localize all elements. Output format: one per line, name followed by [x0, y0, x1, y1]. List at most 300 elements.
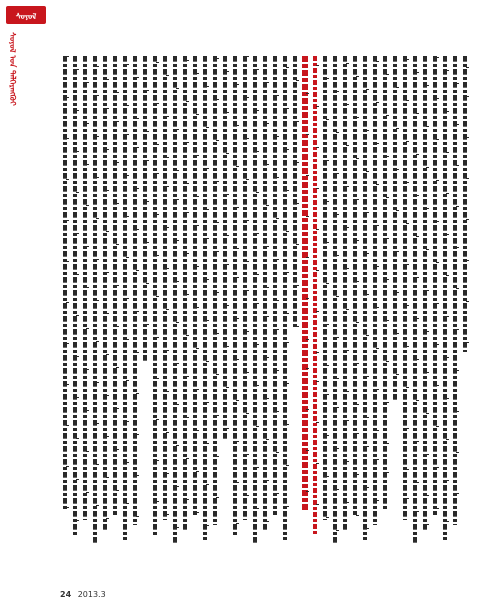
- script-tick: [66, 384, 69, 385]
- script-tick: [86, 410, 89, 411]
- script-tick: [306, 216, 309, 217]
- script-tick: [356, 404, 359, 405]
- script-tick: [236, 318, 239, 319]
- script-tick: [236, 248, 239, 249]
- script-tick: [146, 90, 149, 91]
- script-tick: [366, 294, 369, 295]
- script-tick: [246, 372, 249, 373]
- script-tick: [106, 436, 109, 437]
- script-tick: [416, 113, 419, 114]
- script-tick: [466, 67, 469, 68]
- script-tick: [426, 331, 429, 332]
- script-tick: [436, 98, 439, 99]
- script-tick: [66, 425, 69, 426]
- script-tick: [76, 151, 79, 152]
- script-stroke: [233, 56, 237, 535]
- script-tick: [136, 475, 139, 476]
- script-tick: [326, 283, 329, 284]
- script-tick: [76, 192, 79, 193]
- script-tick: [146, 201, 149, 202]
- script-tick: [276, 218, 279, 219]
- script-tick: [166, 350, 169, 351]
- script-tick: [146, 242, 149, 243]
- script-tick: [206, 525, 209, 526]
- script-stroke: [263, 56, 267, 530]
- script-tick: [286, 506, 289, 507]
- script-tick: [326, 160, 329, 161]
- script-tick: [86, 205, 89, 206]
- script-tick: [186, 142, 189, 143]
- script-tick: [296, 203, 299, 204]
- text-line: [430, 56, 440, 550]
- script-tick: [406, 469, 409, 470]
- script-tick: [356, 433, 359, 434]
- script-tick: [226, 428, 229, 429]
- script-tick: [336, 530, 339, 531]
- script-tick: [136, 516, 139, 517]
- script-tick: [106, 79, 109, 80]
- script-tick: [416, 195, 419, 196]
- text-line: [350, 56, 360, 550]
- script-tick: [296, 285, 299, 286]
- script-tick: [216, 58, 219, 59]
- text-line: [460, 56, 470, 550]
- text-line: [100, 56, 110, 550]
- script-tick: [386, 279, 389, 280]
- script-tick: [356, 117, 359, 118]
- script-tick: [226, 235, 229, 236]
- script-tick: [66, 261, 69, 262]
- script-tick: [106, 108, 109, 109]
- script-tick: [196, 389, 199, 390]
- script-tick: [236, 277, 239, 278]
- script-tick: [386, 320, 389, 321]
- script-stroke: [403, 56, 407, 520]
- script-tick: [436, 344, 439, 345]
- script-tick: [196, 512, 199, 513]
- script-tick: [136, 118, 139, 119]
- script-tick: [336, 255, 339, 256]
- script-stroke: [73, 56, 77, 535]
- script-tick: [186, 60, 189, 61]
- script-tick: [106, 231, 109, 232]
- script-tick: [126, 134, 129, 135]
- script-tick: [336, 407, 339, 408]
- script-tick: [266, 521, 269, 522]
- script-tick: [126, 339, 129, 340]
- script-tick: [416, 482, 419, 483]
- script-tick: [106, 190, 109, 191]
- script-tick: [446, 193, 449, 194]
- script-tick: [266, 398, 269, 399]
- script-tick: [276, 329, 279, 330]
- script-tick: [356, 76, 359, 77]
- script-tick: [316, 270, 319, 271]
- script-tick: [186, 458, 189, 459]
- script-tick: [196, 266, 199, 267]
- script-tick: [136, 229, 139, 230]
- script-tick: [206, 238, 209, 239]
- script-tick: [316, 311, 319, 312]
- script-tick: [166, 432, 169, 433]
- script-tick: [346, 309, 349, 310]
- script-tick: [86, 328, 89, 329]
- script-tick: [86, 246, 89, 247]
- script-tick: [196, 307, 199, 308]
- text-line: [440, 56, 450, 550]
- script-tick: [76, 397, 79, 398]
- script-tick: [136, 393, 139, 394]
- script-tick: [196, 348, 199, 349]
- script-tick: [226, 153, 229, 154]
- script-tick: [106, 477, 109, 478]
- script-tick: [396, 251, 399, 252]
- script-tick: [396, 87, 399, 88]
- script-tick: [266, 316, 269, 317]
- script-tick: [376, 348, 379, 349]
- script-tick: [306, 134, 309, 135]
- script-tick: [436, 467, 439, 468]
- script-tick: [446, 521, 449, 522]
- script-tick: [146, 160, 149, 161]
- text-line: [130, 56, 140, 550]
- script-tick: [226, 387, 229, 388]
- script-tick: [66, 138, 69, 139]
- script-tick: [176, 129, 179, 130]
- script-tick: [436, 221, 439, 222]
- text-line: [70, 56, 80, 550]
- script-tick: [76, 110, 79, 111]
- script-stroke: [223, 56, 227, 441]
- script-stroke: [243, 56, 247, 520]
- script-tick: [366, 212, 369, 213]
- script-tick: [136, 352, 139, 353]
- script-stroke: [193, 56, 197, 515]
- text-line: [410, 56, 420, 550]
- script-tick: [286, 67, 289, 68]
- script-tick: [406, 498, 409, 499]
- script-tick: [206, 127, 209, 128]
- script-tick: [266, 82, 269, 83]
- script-tick: [416, 154, 419, 155]
- script-tick: [256, 508, 259, 509]
- script-tick: [96, 95, 99, 96]
- script-tick: [266, 123, 269, 124]
- script-tick: [156, 103, 159, 104]
- script-tick: [96, 218, 99, 219]
- script-tick: [226, 264, 229, 265]
- script-tick: [116, 203, 119, 204]
- script-tick: [376, 459, 379, 460]
- script-tick: [306, 93, 309, 94]
- script-tick: [216, 222, 219, 223]
- script-tick: [316, 504, 319, 505]
- script-tick: [296, 162, 299, 163]
- script-tick: [386, 197, 389, 198]
- script-tick: [426, 372, 429, 373]
- script-tick: [446, 111, 449, 112]
- script-tick: [116, 367, 119, 368]
- script-tick: [176, 363, 179, 364]
- script-stroke: [302, 56, 308, 510]
- script-tick: [446, 439, 449, 440]
- script-tick: [106, 272, 109, 273]
- script-tick: [436, 426, 439, 427]
- script-tick: [326, 324, 329, 325]
- script-tick: [226, 346, 229, 347]
- script-tick: [166, 157, 169, 158]
- script-tick: [96, 341, 99, 342]
- script-tick: [236, 166, 239, 167]
- script-tick: [286, 424, 289, 425]
- script-tick: [276, 493, 279, 494]
- script-tick: [116, 326, 119, 327]
- script-tick: [216, 456, 219, 457]
- script-tick: [456, 288, 459, 289]
- script-tick: [116, 408, 119, 409]
- script-tick: [346, 461, 349, 462]
- script-tick: [256, 303, 259, 304]
- script-tick: [276, 259, 279, 260]
- script-tick: [456, 329, 459, 330]
- script-tick: [316, 147, 319, 148]
- script-tick: [246, 413, 249, 414]
- script-tick: [96, 259, 99, 260]
- script-tick: [216, 333, 219, 334]
- script-tick: [426, 167, 429, 168]
- text-line: [340, 56, 350, 550]
- text-line: [290, 56, 300, 550]
- script-tick: [346, 186, 349, 187]
- issue-date: 2013.3: [77, 590, 106, 599]
- script-tick: [106, 313, 109, 314]
- script-tick: [436, 139, 439, 140]
- page-footer: [60, 590, 106, 599]
- script-tick: [456, 165, 459, 166]
- text-line: [200, 56, 210, 550]
- text-line: [80, 56, 90, 550]
- script-tick: [196, 155, 199, 156]
- script-tick: [296, 326, 299, 327]
- script-tick: [376, 389, 379, 390]
- script-stroke: [393, 56, 397, 402]
- script-tick: [246, 331, 249, 332]
- script-tick: [356, 474, 359, 475]
- script-tick: [336, 489, 339, 490]
- script-tick: [76, 233, 79, 234]
- script-tick: [366, 417, 369, 418]
- text-line: [180, 56, 190, 550]
- script-tick: [466, 96, 469, 97]
- script-tick: [186, 183, 189, 184]
- script-tick: [86, 492, 89, 493]
- text-line: [240, 56, 250, 550]
- script-tick: [76, 69, 79, 70]
- text-line: [220, 56, 230, 550]
- script-tick: [456, 247, 459, 248]
- script-tick: [166, 309, 169, 310]
- script-tick: [206, 443, 209, 444]
- script-tick: [336, 337, 339, 338]
- script-tick: [466, 301, 469, 302]
- script-tick: [96, 136, 99, 137]
- script-tick: [86, 164, 89, 165]
- script-tick: [336, 173, 339, 174]
- script-tick: [236, 84, 239, 85]
- script-stroke: [143, 56, 147, 362]
- script-tick: [406, 182, 409, 183]
- script-tick: [166, 391, 169, 392]
- script-tick: [346, 63, 349, 64]
- script-tick: [446, 275, 449, 276]
- text-line: [360, 56, 370, 550]
- script-tick: [436, 303, 439, 304]
- script-tick: [366, 335, 369, 336]
- script-tick: [346, 420, 349, 421]
- script-tick: [296, 80, 299, 81]
- script-tick: [366, 89, 369, 90]
- text-line: [230, 56, 240, 550]
- script-tick: [186, 294, 189, 295]
- script-tick: [126, 216, 129, 217]
- script-tick: [276, 177, 279, 178]
- script-tick: [116, 244, 119, 245]
- script-tick: [306, 368, 309, 369]
- script-stroke: [333, 56, 337, 545]
- script-tick: [276, 370, 279, 371]
- script-tick: [196, 73, 199, 74]
- script-tick: [276, 452, 279, 453]
- script-tick: [286, 383, 289, 384]
- text-line: [330, 56, 340, 550]
- script-tick: [256, 344, 259, 345]
- script-tick: [66, 302, 69, 303]
- script-tick: [76, 479, 79, 480]
- script-tick: [226, 112, 229, 113]
- script-tick: [166, 227, 169, 228]
- script-tick: [386, 74, 389, 75]
- script-tick: [396, 210, 399, 211]
- vertical-text-block: [60, 56, 472, 550]
- script-tick: [66, 56, 69, 57]
- script-tick: [96, 382, 99, 383]
- script-stroke: [373, 56, 377, 525]
- script-tick: [376, 143, 379, 144]
- text-line: [300, 56, 310, 550]
- script-tick: [386, 238, 389, 239]
- script-tick: [266, 205, 269, 206]
- script-tick: [146, 324, 149, 325]
- script-tick: [206, 484, 209, 485]
- text-line: [450, 56, 460, 550]
- script-tick: [426, 495, 429, 496]
- script-tick: [66, 97, 69, 98]
- script-tick: [276, 95, 279, 96]
- script-tick: [296, 121, 299, 122]
- script-tick: [416, 236, 419, 237]
- script-tick: [156, 501, 159, 502]
- script-tick: [456, 206, 459, 207]
- script-tick: [96, 177, 99, 178]
- script-tick: [426, 413, 429, 414]
- script-tick: [156, 173, 159, 174]
- script-tick: [66, 466, 69, 467]
- text-line: [140, 56, 150, 550]
- script-tick: [236, 207, 239, 208]
- script-tick: [186, 253, 189, 254]
- script-tick: [406, 428, 409, 429]
- script-tick: [236, 441, 239, 442]
- script-tick: [426, 208, 429, 209]
- script-tick: [326, 201, 329, 202]
- script-stroke: [213, 56, 217, 525]
- script-tick: [166, 268, 169, 269]
- script-tick: [126, 257, 129, 258]
- script-tick: [336, 378, 339, 379]
- script-tick: [246, 97, 249, 98]
- script-tick: [326, 78, 329, 79]
- script-tick: [86, 82, 89, 83]
- script-tick: [116, 449, 119, 450]
- script-tick: [366, 528, 369, 529]
- script-tick: [326, 119, 329, 120]
- text-line: [60, 56, 70, 550]
- script-tick: [206, 86, 209, 87]
- script-tick: [166, 186, 169, 187]
- script-tick: [216, 99, 219, 100]
- text-line: [250, 56, 260, 550]
- script-tick: [136, 434, 139, 435]
- script-tick: [376, 500, 379, 501]
- script-tick: [146, 283, 149, 284]
- text-line: [390, 56, 400, 550]
- script-tick: [126, 421, 129, 422]
- page-number: 24: [60, 590, 72, 599]
- script-tick: [76, 274, 79, 275]
- text-line: [170, 56, 180, 550]
- script-tick: [416, 318, 419, 319]
- script-tick: [356, 240, 359, 241]
- script-tick: [176, 170, 179, 171]
- script-stroke: [453, 56, 457, 525]
- script-stroke: [103, 56, 107, 530]
- script-tick: [456, 124, 459, 125]
- script-tick: [356, 158, 359, 159]
- script-tick: [446, 234, 449, 235]
- script-tick: [316, 352, 319, 353]
- script-tick: [426, 249, 429, 250]
- script-tick: [236, 125, 239, 126]
- script-stroke: [163, 56, 167, 520]
- script-tick: [186, 417, 189, 418]
- script-tick: [116, 92, 119, 93]
- script-tick: [196, 225, 199, 226]
- script-tick: [346, 350, 349, 351]
- script-tick: [226, 194, 229, 195]
- script-tick: [156, 460, 159, 461]
- script-tick: [206, 168, 209, 169]
- script-tick: [126, 298, 129, 299]
- text-line: [150, 56, 160, 550]
- script-stroke: [203, 56, 207, 540]
- script-stroke: [463, 56, 467, 352]
- script-stroke: [353, 56, 357, 515]
- script-tick: [86, 123, 89, 124]
- script-tick: [346, 268, 349, 269]
- script-tick: [286, 272, 289, 273]
- script-tick: [136, 311, 139, 312]
- script-tick: [396, 169, 399, 170]
